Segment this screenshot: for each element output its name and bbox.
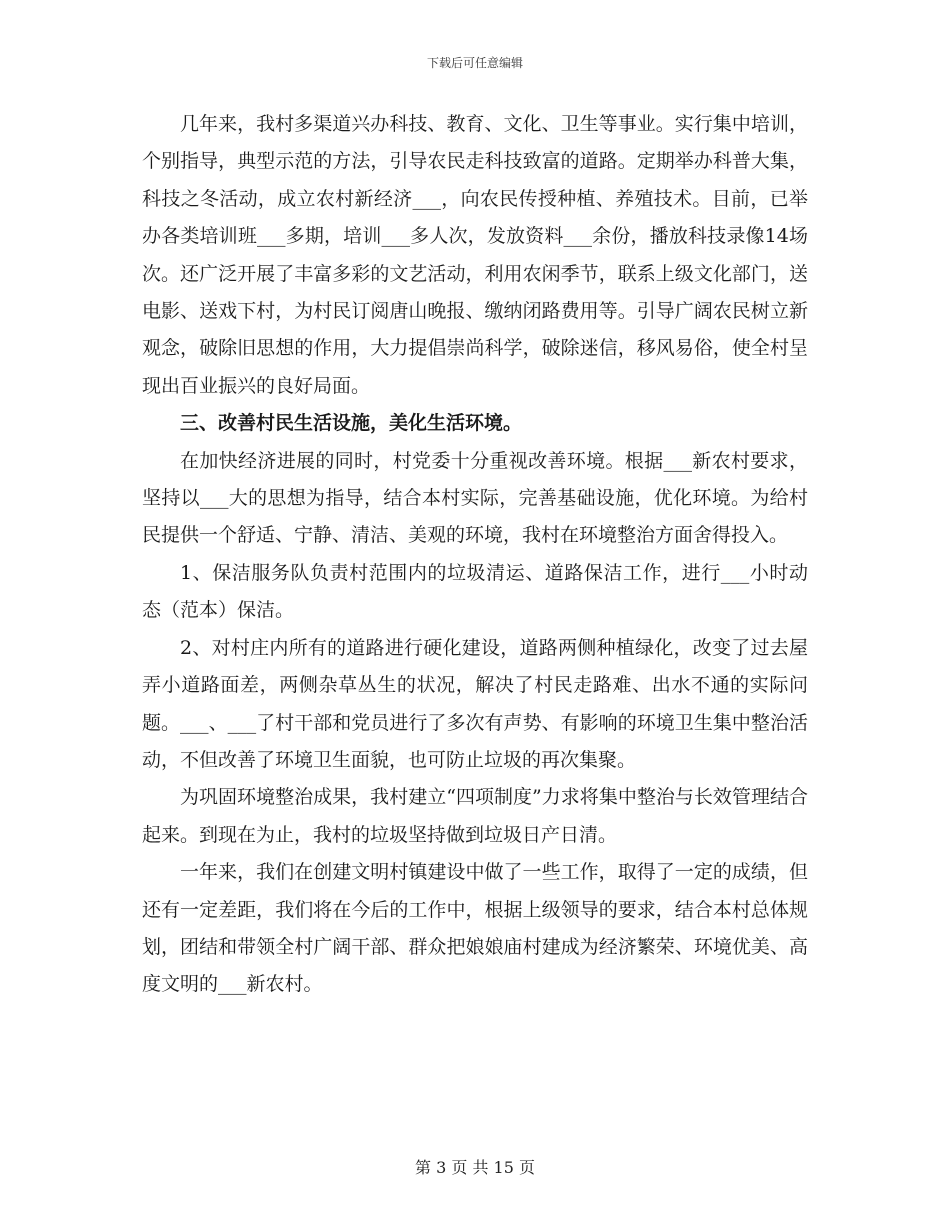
paragraph-tech-culture: 几年来，我村多渠道兴办科技、教育、文化、卫生等事业。实行集中培训，个别指导，典型示范的方法，引导农民走科技致富的道路。定期举办科普大集，科技之冬活动，成立农村新经济___，向农民传授种植、养殖技术。目前，已举办各类培训班___多期，培训___多人次，发放资料___余份，播放科技录像14场次。还广泛开展了丰富多彩的文艺活动，利用农闲季节，联系上级文化部门，送电影、送戏下村，为村民订阅唐山晚报、缴纳闭路费用等。引导广阔农民树立新观念，破除旧思想的作用，大力提倡崇尚科学，破除迷信，移风易俗，使全村呈现出百业振兴的良好局面。 [142, 113, 808, 397]
paragraph-four-systems: 为巩固环境整治成果，我村建立“四项制度”力求将集中整治与长效管理结合起来。到现在为止，我村的垃圾坚持做到垃圾日产日清。 [142, 786, 808, 846]
section-heading-environment: 三、改善村民生活设施，美化生活环境。 [180, 412, 523, 435]
paragraph-environment-intro: 在加快经济进展的同时，村党委十分重视改善环境。根据___新农村要求，坚持以___大的思想为指导，结合本村实际，完善基础设施，优化环境。为给村民提供一个舒适、宁静、清洁、美观的环境，我村在环境整治方面舍得投入。 [142, 449, 808, 547]
page-number: 第 3 页 共 15 页 [415, 1158, 535, 1177]
header-note: 下载后可任意编辑 [426, 56, 523, 70]
document-body [142, 106, 808, 1004]
paragraph-summary: 一年来，我们在创建文明村镇建设中做了一些工作，取得了一定的成绩，但还有一定差距，我们将在今后的工作中，根据上级领导的要求，结合本村总体规划，团结和带领全村广阔干部、群众把娘娘庙村建成为经济繁荣、环境优美、高度文明的___新农村。 [142, 861, 808, 996]
paragraph-item-2: 2、对村庄内所有的道路进行硬化建设，道路两侧种植绿化，改变了过去屋弄小道路面差，两侧杂草丛生的状况，解决了村民走路难、出水不通的实际问题。___、___了村干部和党员进行了多次有声势、有影响的环境卫生集中整治活动，不但改善了环境卫生面貌，也可防止垃圾的再次集聚。 [142, 636, 808, 771]
paragraph-item-1: 1、保洁服务队负责村范围内的垃圾清运、道路保洁工作，进行___小时动态（范本）保洁。 [142, 561, 808, 622]
